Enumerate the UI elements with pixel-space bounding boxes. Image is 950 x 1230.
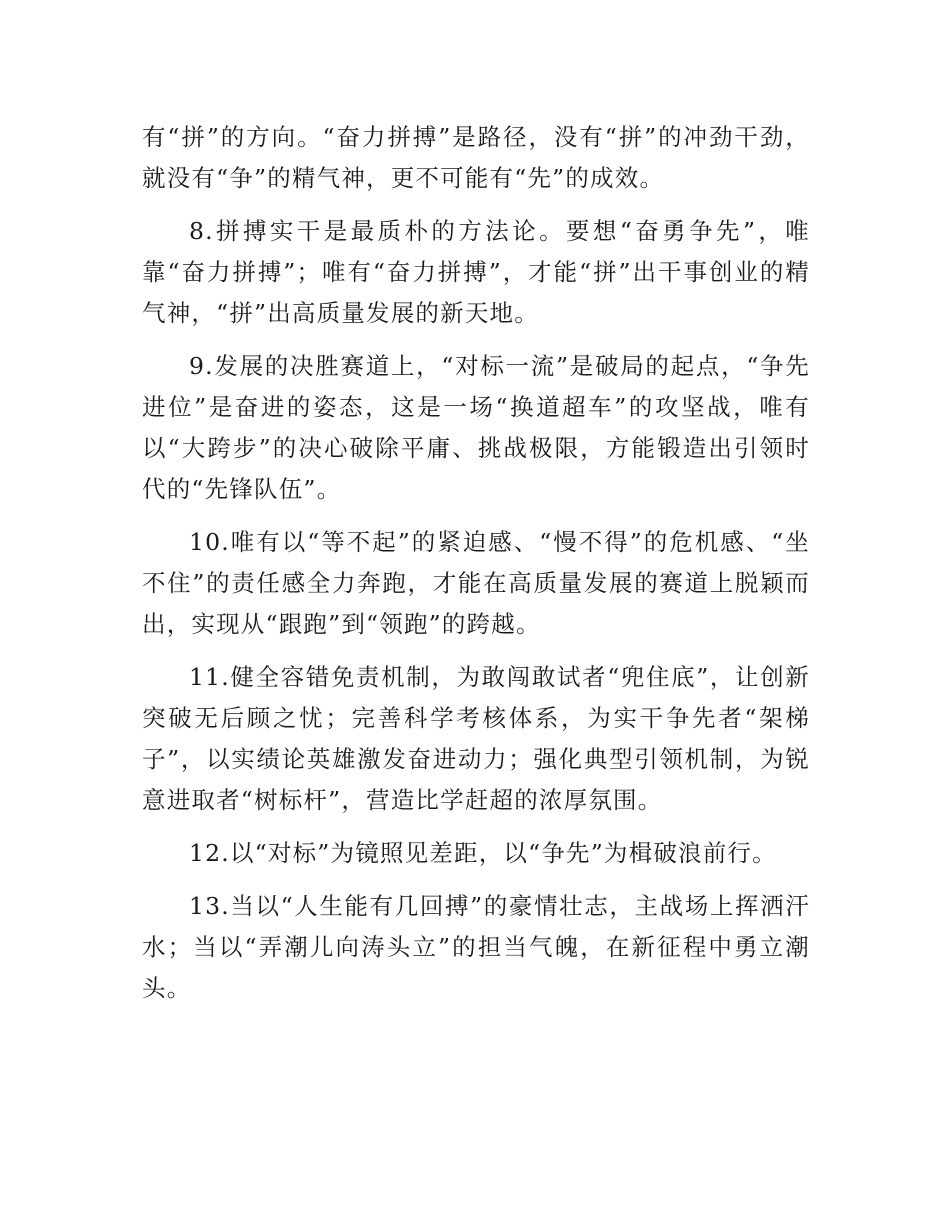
paragraph-item-9: 9.发展的决胜赛道上，“对标一流”是破局的起点，“争先进位”是奋进的姿态，这是一场“换道超车”的攻坚战，唯有以“大跨步”的决心破除平庸、挑战极限，方能锻造出引领时代的“先锋队伍”。 bbox=[142, 352, 810, 503]
paragraph-item-10: 10.唯有以“等不起”的紧迫感、“慢不得”的危机感、“坐不住”的责任感全力奔跑，才能在高质量发展的赛道上脱颖而出，实现从“跟跑”到“领跑”的跨越。 bbox=[142, 528, 810, 638]
paragraph-item-13: 13.当以“人生能有几回搏”的豪情壮志，主战场上挥洒汗水；当以“弄潮儿向涛头立”的担当气魄，在新征程中勇立潮头。 bbox=[142, 892, 810, 1002]
paragraph-item-11: 11.健全容错免责机制，为敢闯敢试者“兜住底”，让创新突破无后顾之忧；完善科学考核体系，为实干争先者“架梯子”，以实绩论英雄激发奋进动力；强化典型引领机制，为锐意进取者“树标杆”，营造比学赶超的浓厚氛围。 bbox=[142, 663, 810, 814]
paragraph-item-12: 12.以“对标”为镜照见差距，以“争先”为楫破浪前行。 bbox=[189, 839, 777, 867]
paragraph-continuation: 有“拼”的方向。“奋力拼搏”是路径，没有“拼”的冲劲干劲，就没有“争”的精气神，更不可能有“先”的成效。 bbox=[142, 123, 810, 192]
document-body bbox=[142, 117, 810, 1021]
paragraph-item-8: 8.拼搏实干是最质朴的方法论。要想“奋勇争先”，唯靠“奋力拼搏”；唯有“奋力拼搏”，才能“拼”出干事创业的精气神，“拼”出高质量发展的新天地。 bbox=[142, 217, 810, 327]
